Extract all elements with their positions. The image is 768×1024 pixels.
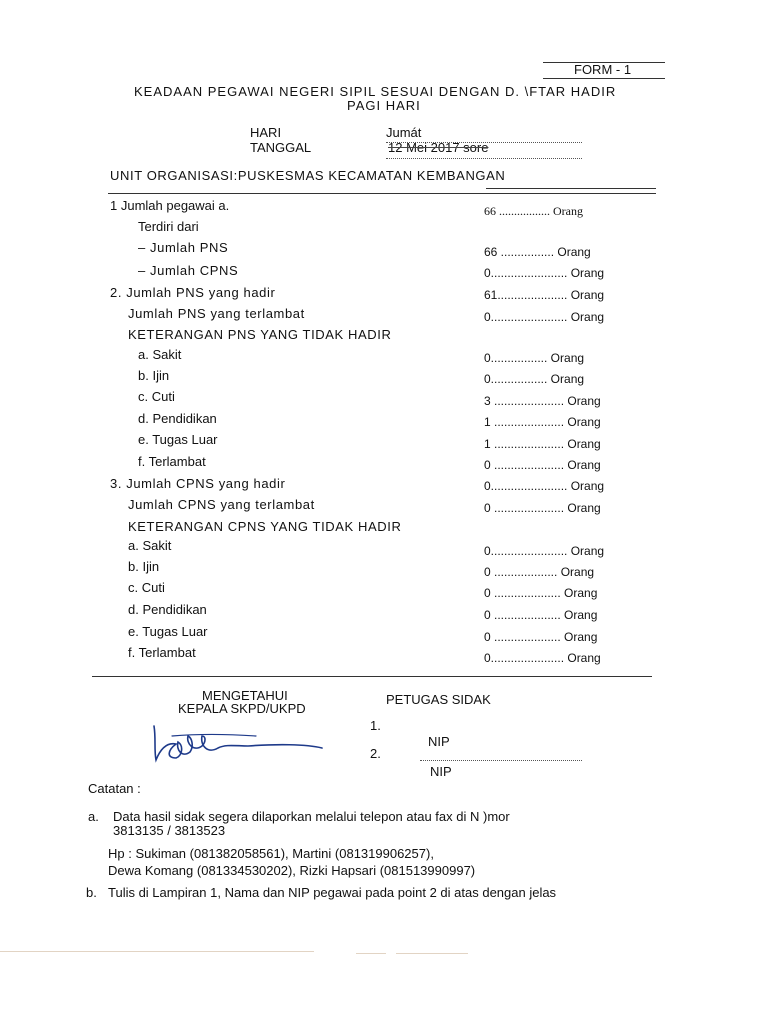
row-value-cpns-hadir: 0....................... Orang bbox=[484, 479, 605, 493]
row-value-cpns-terlambat: 0 ..................... Orang bbox=[484, 501, 601, 515]
row-value-pns-sakit: 0................. Orang bbox=[484, 351, 585, 365]
row-label-terdiri-dari: Terdiri dari bbox=[138, 219, 199, 234]
unit-organisasi: UNIT ORGANISASI:PUSKESMAS KECAMATAN KEMBANGAN bbox=[110, 168, 506, 183]
note-hp-line1: Hp : Sukiman (081382058561), Martini (081319906257), bbox=[108, 846, 434, 861]
row-label-cpns-terlambat: Jumlah CPNS yang terlambat bbox=[128, 497, 315, 512]
row-value-cpns-ijin: 0 ................... Orang bbox=[484, 565, 595, 579]
petugas-2-number: 2. bbox=[370, 746, 381, 761]
row-label-cpns-terlambat-f: f. Terlambat bbox=[128, 645, 196, 660]
unit-rule-2 bbox=[108, 193, 656, 194]
row-value-jumlah-cpns: 0....................... Orang bbox=[484, 266, 605, 280]
note-a-line2: 3813135 / 3813523 bbox=[113, 823, 226, 838]
row-label-pns-pendidikan: d. Pendidikan bbox=[138, 411, 217, 426]
row-label-cpns-sakit: a. Sakit bbox=[128, 538, 172, 553]
row-value-pns-ijin: 0................. Orang bbox=[484, 372, 585, 386]
footer-rule-mid bbox=[356, 953, 386, 954]
row-label-pns-hadir: 2. Jumlah PNS yang hadir bbox=[110, 285, 276, 300]
row-label-pns-tugas-luar: e. Tugas Luar bbox=[138, 432, 218, 447]
row-value-pns-terlambat-f: 0 ..................... Orang bbox=[484, 458, 601, 472]
row-value-pns-cuti: 3 ..................... Orang bbox=[484, 394, 601, 408]
nip-2-label: NIP bbox=[430, 764, 452, 779]
document-title-line1: KEADAAN PEGAWAI NEGERI SIPIL SESUAI DENGAN D. \FTAR HADIR bbox=[134, 84, 617, 99]
row-label-cpns-tugas-luar: e. Tugas Luar bbox=[128, 624, 208, 639]
unit-rule-1 bbox=[486, 188, 656, 189]
hari-value: Jumát bbox=[386, 125, 422, 140]
note-a-marker: a. bbox=[88, 809, 99, 824]
note-a-line1: Data hasil sidak segera dilaporkan melalui telepon atau fax di N )mor bbox=[113, 809, 510, 824]
row-value-pns-pendidikan: 1 ..................... Orang bbox=[484, 415, 601, 429]
document-title-line2: PAGI HARI bbox=[347, 98, 421, 113]
row-label-keterangan-cpns: KETERANGAN CPNS YANG TIDAK HADIR bbox=[128, 519, 402, 534]
form-label-bottom-rule bbox=[543, 78, 665, 79]
row-label-pns-terlambat: Jumlah PNS yang terlambat bbox=[128, 306, 305, 321]
section-divider bbox=[92, 676, 652, 677]
petugas-1-number: 1. bbox=[370, 718, 381, 733]
footer-rule-right bbox=[396, 953, 468, 954]
kepala-label: KEPALA SKPD/UKPD bbox=[178, 701, 306, 716]
row-label-jumlah-pns: – Jumlah PNS bbox=[138, 240, 229, 255]
nip-1-label: NIP bbox=[428, 734, 450, 749]
signature-image bbox=[146, 716, 328, 772]
row-label-cpns-ijin: b. Ijin bbox=[128, 559, 160, 574]
row-label-jumlah-cpns: – Jumlah CPNS bbox=[138, 263, 239, 278]
petugas-sidak-label: PETUGAS SIDAK bbox=[386, 692, 491, 707]
row-value-cpns-cuti: 0 .................... Orang bbox=[484, 586, 598, 600]
tanggal-label: TANGGAL bbox=[250, 140, 312, 155]
note-b-marker: b. bbox=[86, 885, 97, 900]
row-label-cpns-pendidikan: d. Pendidikan bbox=[128, 602, 207, 617]
row-label-pns-terlambat-f: f. Terlambat bbox=[138, 454, 206, 469]
tanggal-dotline bbox=[386, 158, 582, 159]
note-b-line: Tulis di Lampiran 1, Nama dan NIP pegawai pada point 2 di atas dengan jelas bbox=[108, 885, 557, 900]
tanggal-value: 12 Mei 2017 sore bbox=[388, 140, 489, 155]
row-value-jumlah-pegawai: 66 ................. Orang bbox=[484, 204, 583, 218]
row-label-pns-sakit: a. Sakit bbox=[138, 347, 182, 362]
row-label-jumlah-pegawai: 1 Jumlah pegawai a. bbox=[110, 198, 230, 213]
row-label-keterangan-pns: KETERANGAN PNS YANG TIDAK HADIR bbox=[128, 327, 392, 342]
row-value-cpns-sakit: 0....................... Orang bbox=[484, 544, 605, 558]
row-value-cpns-tugas-luar: 0 .................... Orang bbox=[484, 630, 598, 644]
row-value-pns-terlambat: 0....................... Orang bbox=[484, 310, 605, 324]
row-value-pns-hadir: 61..................... Orang bbox=[484, 288, 605, 302]
catatan-title: Catatan : bbox=[88, 781, 141, 796]
row-label-pns-cuti: c. Cuti bbox=[138, 389, 175, 404]
row-value-pns-tugas-luar: 1 ..................... Orang bbox=[484, 437, 601, 451]
row-value-jumlah-pns: 66 ................ Orang bbox=[484, 245, 591, 259]
row-label-cpns-hadir: 3. Jumlah CPNS yang hadir bbox=[110, 476, 286, 491]
hari-label: HARI bbox=[250, 125, 282, 140]
row-label-cpns-cuti: c. Cuti bbox=[128, 580, 165, 595]
row-value-cpns-pendidikan: 0 .................... Orang bbox=[484, 608, 598, 622]
note-hp-line2: Dewa Komang (081334530202), Rizki Hapsari (081513990997) bbox=[108, 863, 476, 878]
row-value-cpns-terlambat-f: 0...................... Orang bbox=[484, 651, 601, 665]
footer-rule-left bbox=[0, 951, 314, 952]
form-label: FORM - 1 bbox=[574, 62, 632, 77]
mengetahui-label: MENGETAHUI bbox=[202, 688, 288, 703]
row-label-pns-ijin: b. Ijin bbox=[138, 368, 170, 383]
petugas-2-dotline bbox=[420, 760, 582, 761]
